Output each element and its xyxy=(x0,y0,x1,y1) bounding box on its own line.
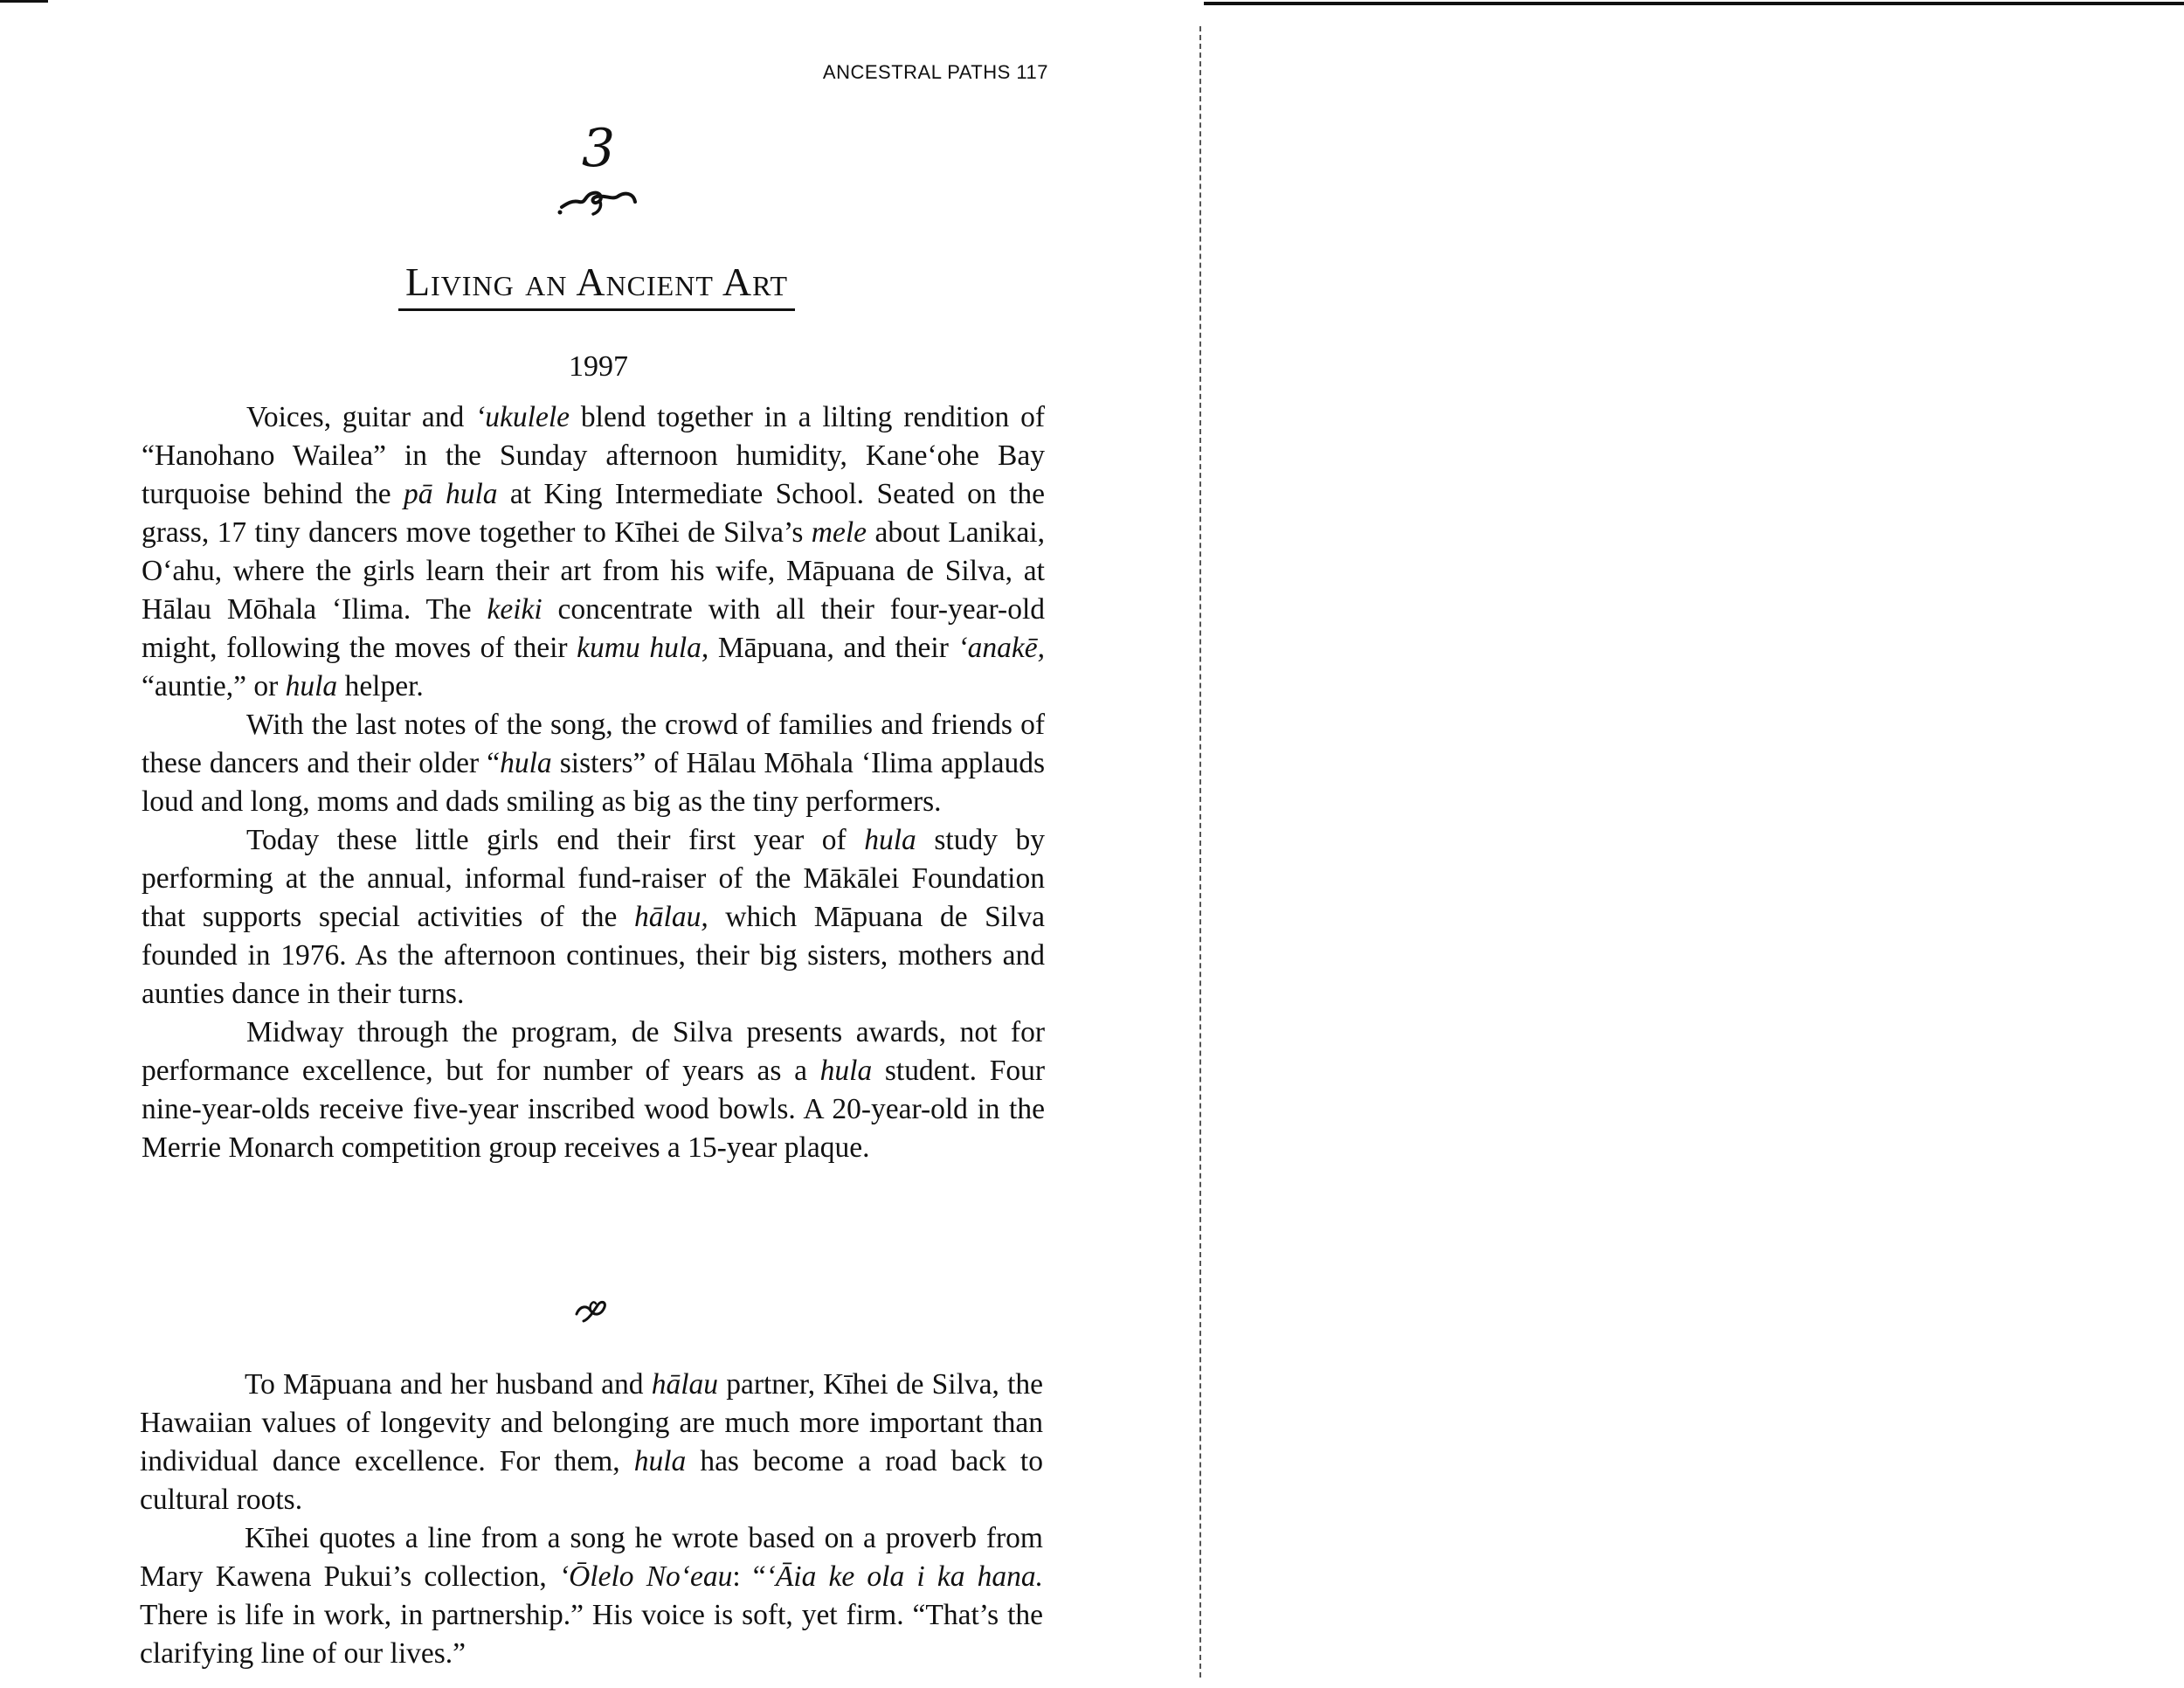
chapter-number: 3 xyxy=(581,118,616,179)
italic-term: hula xyxy=(500,747,552,779)
italic-term: hula xyxy=(864,824,916,856)
text-run: Today these little girls end their first year of xyxy=(246,824,865,856)
text-run: which Māpuana de Silva founded in 1976. As the afternoon continues, their big sisters, mothers and aunties dance in their turns. xyxy=(142,901,1046,1010)
chapter-title-underline xyxy=(398,308,795,311)
paragraph xyxy=(142,706,1045,821)
body-text-section-1 xyxy=(142,398,1045,1167)
italic-term: ‘Ōlelo No‘eau xyxy=(558,1560,733,1593)
text-run: Māpuana, and their xyxy=(708,632,958,664)
chapter-flourish-icon xyxy=(555,177,642,221)
italic-term: ‘ukulele xyxy=(475,401,570,433)
text-run: There is life in work, in partnership.” His voice is soft, yet firm. “That’s the clarifying line of our lives.” xyxy=(140,1599,1043,1670)
italic-term: ‘anakē, xyxy=(957,632,1045,664)
italic-term: mele xyxy=(811,516,867,549)
text-run: helper. xyxy=(337,670,424,702)
paragraph xyxy=(142,821,1045,1013)
italic-term: hula xyxy=(819,1055,873,1087)
text-run: To Māpuana and her husband and xyxy=(245,1368,652,1401)
top-edge-rule-right xyxy=(1204,2,2184,5)
top-edge-rule-left xyxy=(0,0,48,3)
italic-term: kumu hula, xyxy=(577,632,709,664)
text-run: partner, Kīhei de Silva, the Hawaiian values of longevity and belonging are much more important than individual dance excellence. For them, xyxy=(140,1368,1043,1477)
section-break-ornament-icon xyxy=(571,1295,612,1326)
text-run: concentrate with all their four-year-old might, following the moves of their xyxy=(142,593,1045,664)
page-gutter-line xyxy=(1199,26,1201,1678)
chapter-title: Living an Ancient Art xyxy=(404,259,789,304)
text-run: sisters” of Hālau Mōhala ‘Ilima applauds loud and long, moms and dads smiling as big as the tiny performers. xyxy=(142,747,1045,818)
text-run: Midway through the program, de Silva presents awards, not for performance excellence, but for number of years as a xyxy=(142,1016,1045,1087)
paragraph xyxy=(142,398,1045,706)
italic-term: keiki xyxy=(487,593,543,626)
text-run: With the last notes of the song, the crowd of families and friends of these dancers and their older “ xyxy=(142,709,1045,779)
text-run: : “ xyxy=(732,1560,766,1593)
text-run: at King Intermediate School. Seated on the grass, 17 tiny dancers move together to Kīhei de Silva’s xyxy=(142,478,1046,549)
text-run: Kīhei quotes a line from a song he wrote based on a proverb from Mary Kawena Pukui’s collection, xyxy=(140,1522,1043,1593)
text-run: student. Four nine-year-olds receive five-year inscribed wood bowls. A 20-year-old in the Merrie Monarch competition group receives a 15-year plaque. xyxy=(142,1055,1045,1164)
paragraph xyxy=(140,1366,1043,1519)
italic-term: hula xyxy=(285,670,338,702)
italic-term: hula xyxy=(633,1445,687,1477)
running-head: ANCESTRAL PATHS 117 xyxy=(822,61,1048,83)
italic-term: pā hula xyxy=(404,478,498,510)
text-run: “auntie,” or xyxy=(142,670,286,702)
text-run: about Lanikai, O‘ahu, where the girls learn their art from his wife, Māpuana de Silva, at Hālau Mōhala ‘Ilima. The xyxy=(142,516,1045,626)
text-run: has become a road back to cultural roots. xyxy=(140,1445,1043,1516)
text-run: Voices, guitar and xyxy=(246,401,476,433)
body-text-section-2 xyxy=(140,1366,1043,1673)
text-run: blend together in a lilting rendition of “Hanohano Wailea” in the Sunday afternoon humidity, Kane‘ohe Bay turquoise behind the xyxy=(142,401,1045,510)
italic-term: hālau xyxy=(651,1368,719,1401)
italic-term: ‘Āia ke ola i ka hana. xyxy=(765,1560,1043,1593)
italic-term: hālau, xyxy=(634,901,708,933)
paragraph xyxy=(140,1519,1043,1673)
paragraph xyxy=(142,1013,1045,1167)
text-run: study by performing at the annual, informal fund-raiser of the Mākālei Foundation that supports special activities of the xyxy=(142,824,1045,933)
chapter-year: 1997 xyxy=(569,350,628,383)
